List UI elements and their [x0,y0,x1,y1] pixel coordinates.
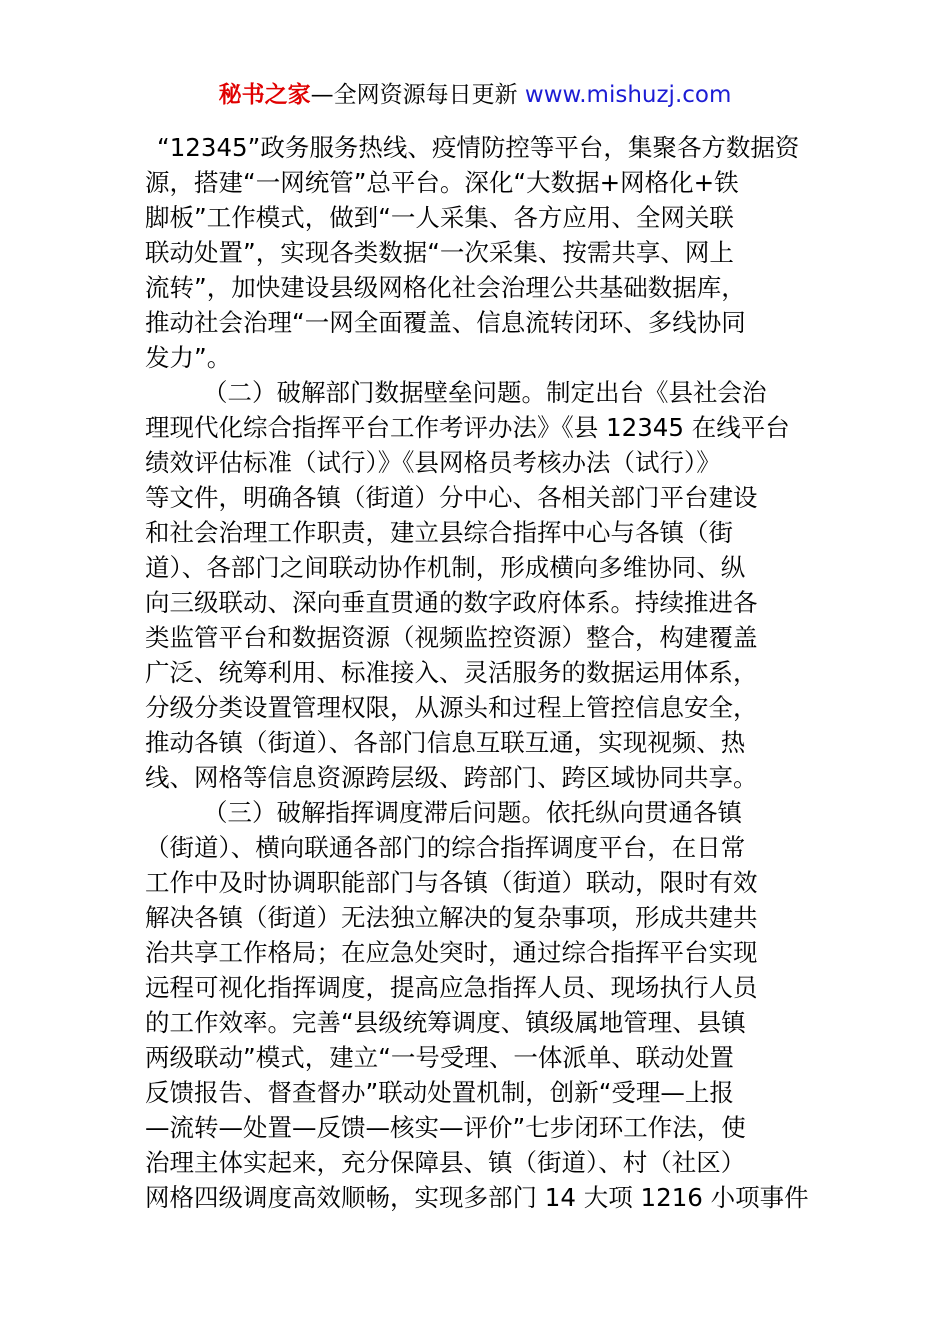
text-line: 治共享工作格局；在应急处突时，通过综合指挥平台实现 [145,938,758,967]
text-line: （街道）、横向联通各部门的综合指挥调度平台，在日常 [145,833,746,862]
text-line: 脚板”工作模式，做到“一人采集、各方应用、全网关联 [145,203,734,232]
text-line: 向三级联动、深向垂直贯通的数字政府体系。持续推进各 [145,588,758,617]
text-line: 类监管平台和数据资源（视频监控资源）整合，构建覆盖 [145,623,758,652]
text-line: 联动处置”，实现各类数据“一次采集、按需共享、网上 [145,238,734,267]
text-line: 发力”。 [145,343,232,372]
text-line: 理现代化综合指挥平台工作考评办法》《县 12345 在线平台 [145,413,790,442]
text-line: 等文件，明确各镇（街道）分中心、各相关部门平台建设 [145,483,758,512]
text-line: 广泛、统筹利用、标准接入、灵活服务的数据运用体系， [145,658,758,687]
page-header [0,80,950,110]
text-line: —流转—处置—反馈—核实—评价”七步闭环工作法，使 [145,1113,746,1142]
text-line: 线、网格等信息资源跨层级、跨部门、跨区域协同共享。 [145,763,758,792]
text-line: “12345”政务服务热线、疫情防控等平台，集聚各方数据资 [157,133,800,162]
text-line: 源，搭建“一网统管”总平台。深化“大数据+网格化+铁 [145,168,739,197]
text-line: 两级联动”模式，建立“一号受理、一体派单、联动处置 [145,1043,734,1072]
text-line: 流转”，加快建设县级网格化社会治理公共基础数据库， [145,273,746,302]
section-heading-line: （二）破解部门数据壁垒问题。制定出台《县社会治 [203,378,767,407]
text-line: 工作中及时协调职能部门与各镇（街道）联动，限时有效 [145,868,758,897]
text-line: 治理主体实起来，充分保障县、镇（街道）、村（社区） [145,1148,746,1177]
text-line: 推动各镇（街道）、各部门信息互联互通，实现视频、热 [145,728,746,757]
text-line: 道）、各部门之间联动协作机制，形成横向多维协同、纵 [145,553,746,582]
text-line: 推动社会治理“一网全面覆盖、信息流转闭环、多线协同 [145,308,746,337]
text-line: 绩效评估标准（试行）》《县网格员考核办法（试行）》 [145,448,721,477]
text-line: 解决各镇（街道）无法独立解决的复杂事项，形成共建共 [145,903,758,932]
header-tagline: —全网资源每日更新 [310,82,518,108]
text-line: 和社会治理工作职责，建立县综合指挥中心与各镇（街 [145,518,733,547]
text-line: 的工作效率。完善“县级统筹调度、镇级属地管理、县镇 [145,1008,746,1037]
text-line: 反馈报告、督查督办”联动处置机制，创新“受理—上报 [145,1078,734,1107]
text-line: 分级分类设置管理权限，从源头和过程上管控信息安全， [145,693,758,722]
text-line: 网格四级调度高效顺畅，实现多部门 14 大项 1216 小项事件 [145,1183,809,1212]
brand-name: 秘书之家 [218,82,311,108]
document-body [145,130,810,1215]
text-line: 远程可视化指挥调度，提高应急指挥人员、现场执行人员 [145,973,758,1002]
site-url-link[interactable]: www.mishuzj.com [524,82,732,108]
section-heading-line: （三）破解指挥调度滞后问题。依托纵向贯通各镇 [203,798,742,827]
